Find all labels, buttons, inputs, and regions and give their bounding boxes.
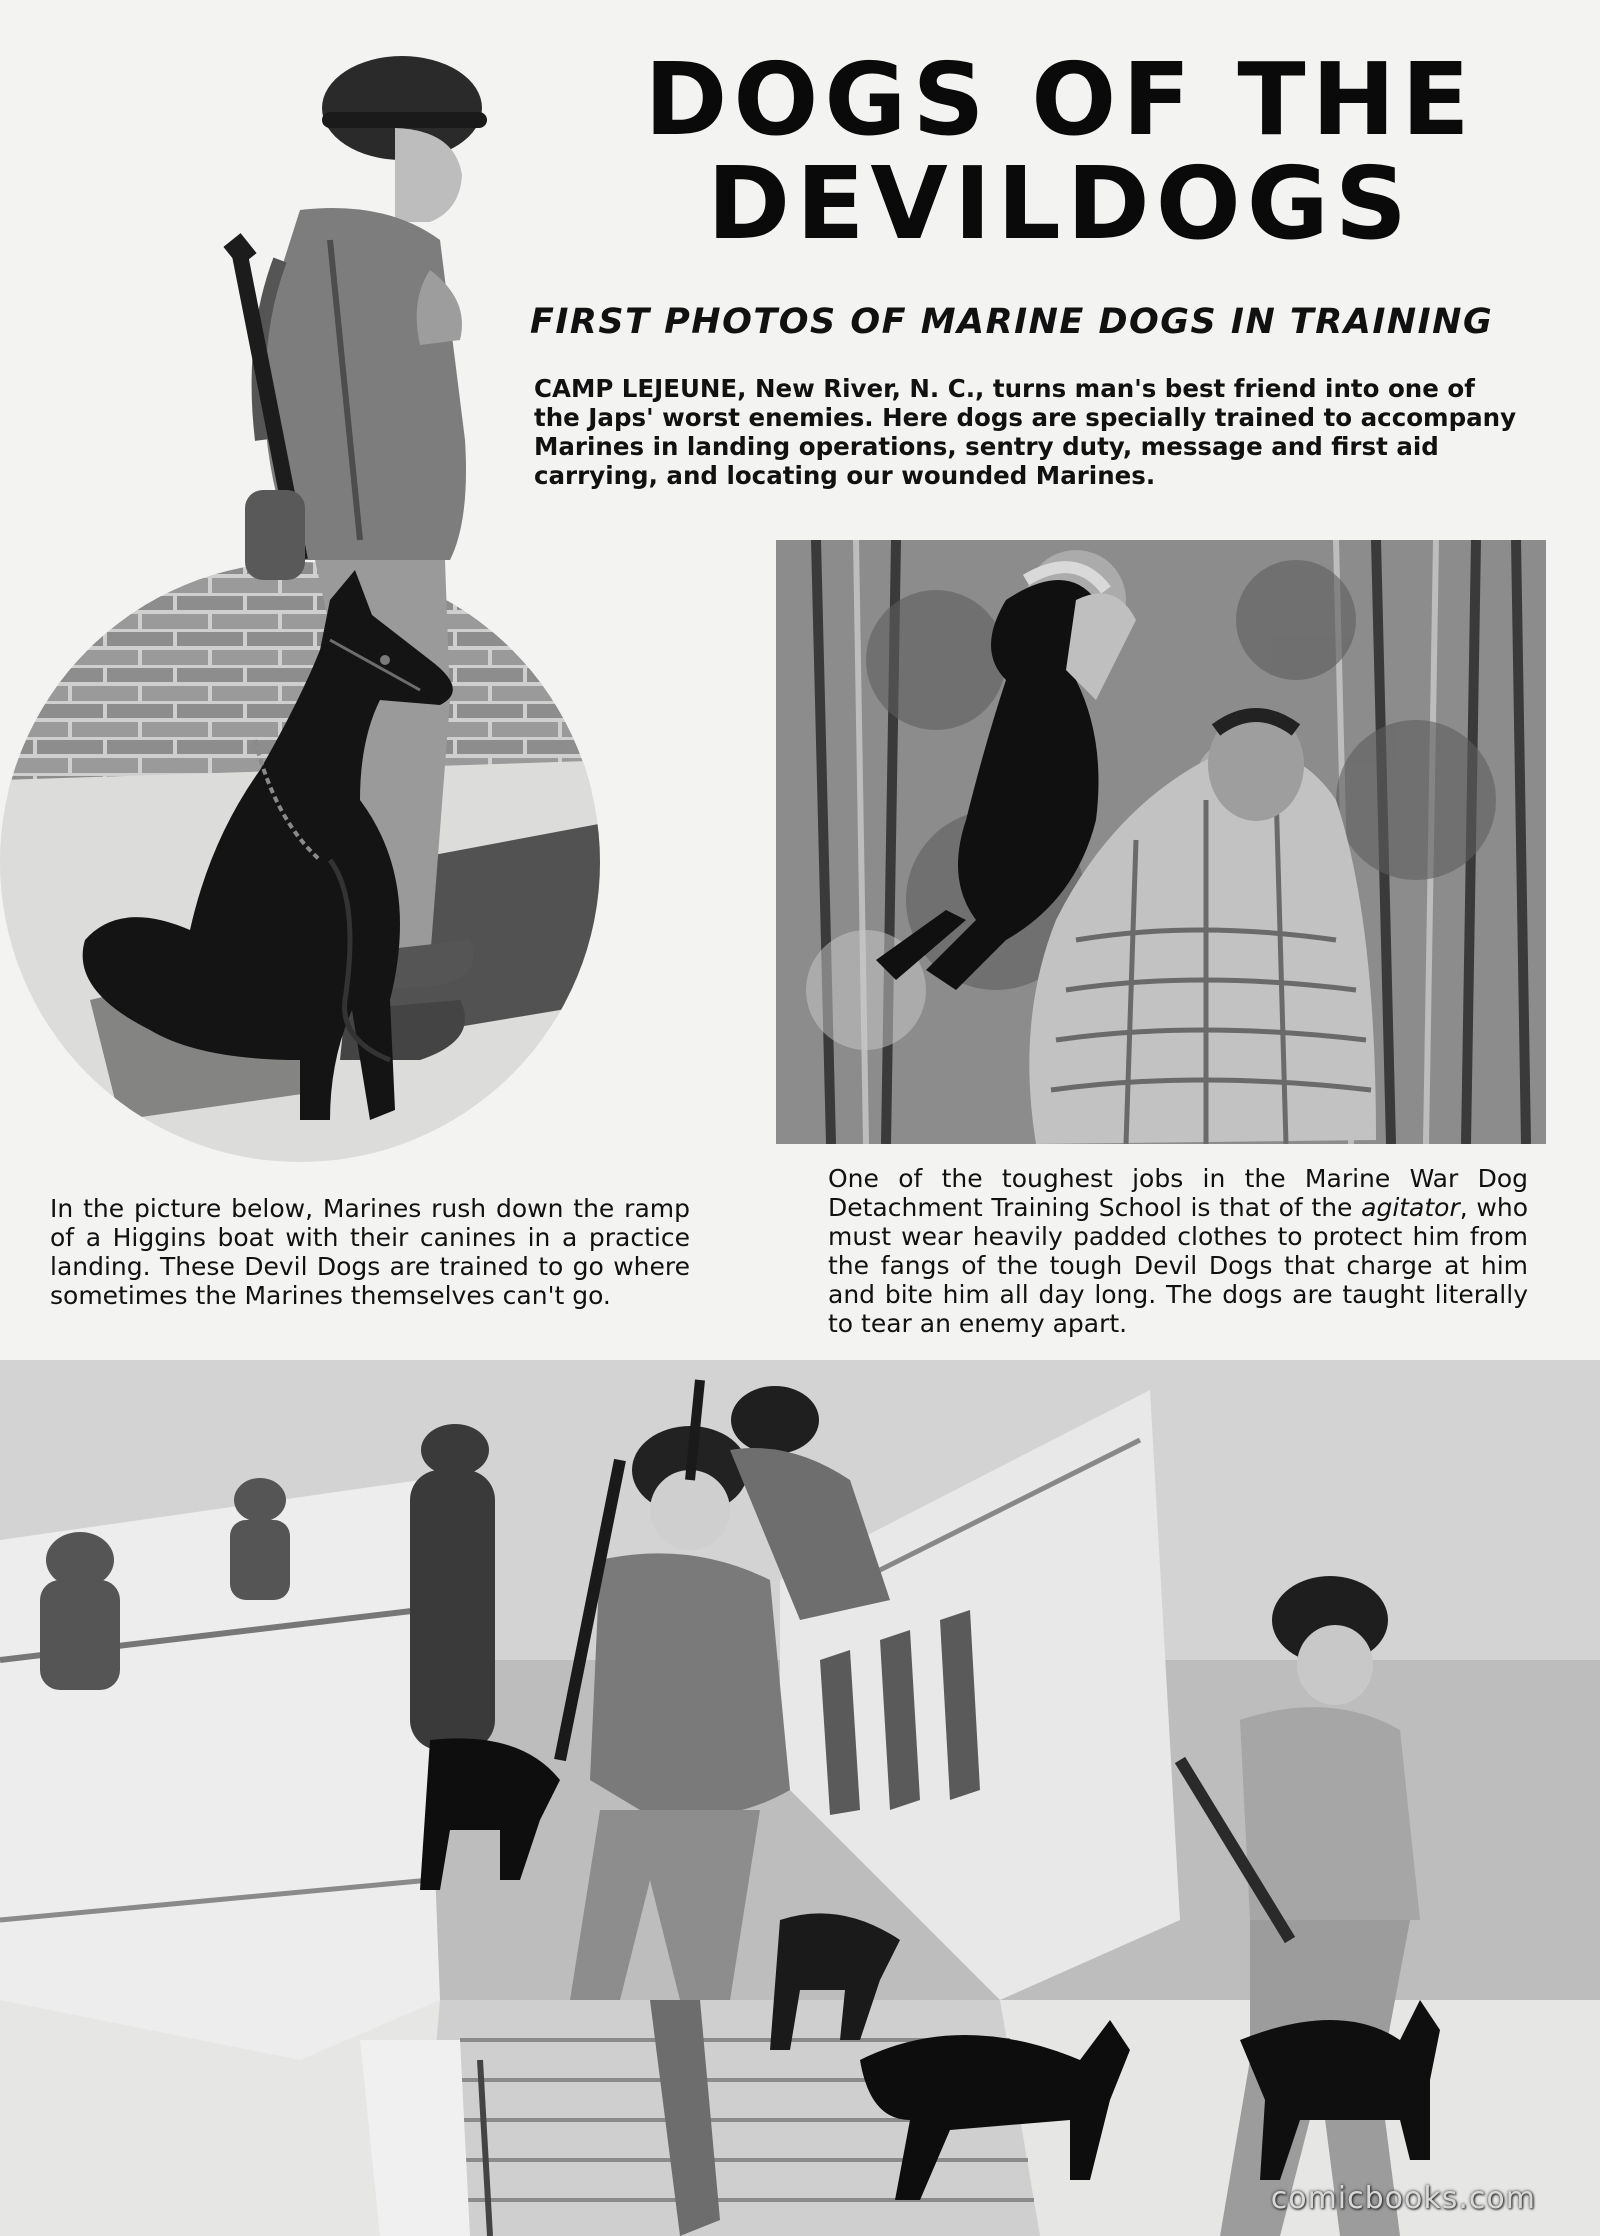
caption-agitator-emphasis: agitator — [1361, 1193, 1460, 1222]
photo-marine-with-doberman — [0, 0, 620, 1170]
caption-agitator-text-2: , who must wear heavily padded clothes to protect him from the fangs of the tough Devil Dogs that charge at him and bite him all day long. The dogs are taught literally to tear an enemy apart. — [828, 1193, 1528, 1338]
article-subtitle: FIRST PHOTOS OF MARINE DOGS IN TRAINING — [530, 302, 1494, 342]
photo-agitator-attack — [776, 540, 1546, 1144]
caption-landing: In the picture below, Marines rush down the ramp of a Higgins boat with their canines in a practice landing. These Devil Dogs are trained to go where sometimes the Marines themselves can't go. — [50, 1194, 690, 1310]
photo-higgins-boat-landing — [0, 1360, 1600, 2236]
caption-agitator — [828, 1164, 1528, 1338]
article-lede: CAMP LEJEUNE, New River, N. C., turns man's best friend into one of the Japs' worst enemies. Here dogs are specially trained to accompany Marines in landing operations, sentry duty, message and first aid carrying, and locating our wounded Marines. — [534, 374, 1517, 490]
watermark: comicbooks.com — [1270, 2181, 1536, 2216]
title-line-1: DOGS OF THE — [644, 41, 1476, 158]
title-line-2: DEVILDOGS — [707, 145, 1413, 262]
caption-agitator-text-1: One of the toughest jobs in the Marine War Dog Detachment Training School is that of the — [828, 1164, 1528, 1222]
article-title — [560, 41, 1560, 262]
